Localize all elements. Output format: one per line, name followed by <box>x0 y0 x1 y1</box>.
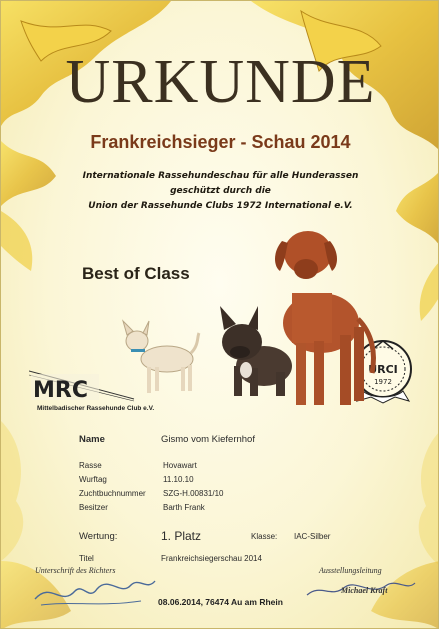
seal-year: 1972 <box>374 378 392 386</box>
row-label: Wurftag <box>79 475 107 484</box>
intro-line-2: geschützt durch die <box>170 186 271 196</box>
award-title: Best of Class <box>82 264 190 283</box>
mrc-logo-text: MRC <box>33 378 88 403</box>
title-label: Titel <box>79 554 94 563</box>
seal-text: URCI <box>368 363 398 376</box>
title-value: Frankreichsiegerschau 2014 <box>161 554 262 563</box>
row-label: Zuchtbuchnummer <box>79 489 146 498</box>
rating-value: 1. Platz <box>161 529 202 543</box>
chihuahua-photo <box>119 319 201 397</box>
row-value: Barth Frank <box>163 503 205 512</box>
show-name: Frankreichsieger - Schau 2014 <box>90 132 351 152</box>
judge-signature-label: Unterschrift des Richters <box>35 566 116 575</box>
row-label: Besitzer <box>79 503 108 512</box>
organizer-name: Michael Kraft <box>341 586 388 595</box>
rating-label: Wertung: <box>79 531 118 542</box>
intro-line-1: Internationale Rassehundeschau für alle Hunderassen <box>82 171 359 181</box>
ridgeback-photo <box>266 223 386 411</box>
class-value: IAC-Silber <box>294 532 331 541</box>
row-label: Rasse <box>79 461 102 470</box>
intro-line-3: Union der Rassehunde Clubs 1972 International e.V. <box>88 201 353 211</box>
row-value: 11.10.10 <box>163 475 194 484</box>
certificate-title: URKUNDE <box>65 48 376 116</box>
row-value: Hovawart <box>163 461 197 470</box>
name-label: Name <box>79 434 105 445</box>
name-value: Gismo vom Kiefernhof <box>161 434 255 445</box>
class-label: Klasse: <box>251 532 278 541</box>
date-place: 08.06.2014, 76474 Au am Rhein <box>158 597 283 607</box>
club-name: Mittelbadischer Rassehunde Club e.V. <box>37 405 155 412</box>
row-value: SZG-H.00831/10 <box>163 489 224 498</box>
organizer-signature-label: Ausstellungsleitung <box>319 566 382 575</box>
